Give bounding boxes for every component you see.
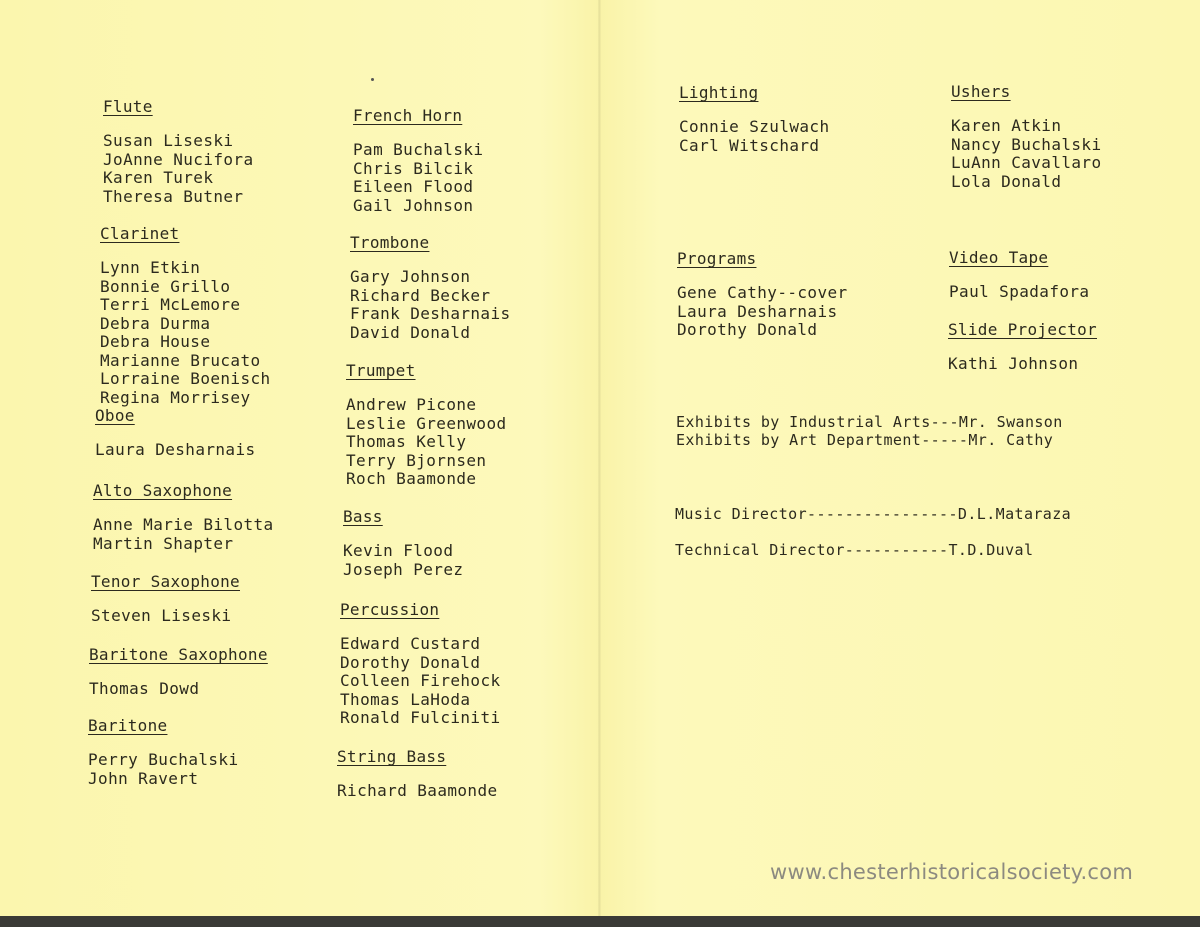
member-name: David Donald — [350, 322, 471, 342]
section-heading: Flute — [103, 97, 153, 116]
section-heading: Trombone — [350, 233, 430, 252]
name-list — [949, 283, 1089, 302]
member-name: Pam Buchalski — [353, 140, 484, 159]
member-name: Frank Desharnais — [350, 304, 511, 323]
section-heading: Percussion — [340, 600, 440, 619]
member-name: Terry Bjornsen — [346, 450, 487, 470]
crew-name: Connie Szulwach — [679, 117, 830, 136]
member-name: JoAnne Nucifora — [103, 149, 254, 169]
member-name: Thomas Kelly — [346, 432, 467, 451]
ink-dot — [371, 78, 374, 81]
section-tenor-saxophone — [91, 573, 240, 626]
section-programs — [677, 250, 848, 340]
section-trumpet — [346, 362, 507, 489]
name-list — [353, 141, 483, 215]
section-clarinet — [100, 225, 271, 407]
member-name: Lorraine Boenisch — [100, 369, 271, 388]
section-oboe — [95, 407, 256, 460]
name-list — [677, 284, 848, 340]
crew-name: Lola Donald — [951, 171, 1062, 191]
name-list — [100, 259, 271, 407]
member-name: Laura Desharnais — [95, 440, 256, 459]
member-name: Debra House — [100, 332, 211, 351]
section-alto-saxophone — [93, 482, 274, 553]
section-heading: Bass — [343, 507, 383, 526]
name-list — [89, 680, 268, 699]
section-heading: Trumpet — [346, 361, 416, 380]
member-name: Terri McLemore — [100, 295, 241, 314]
section-heading: Video Tape — [949, 248, 1049, 267]
member-name: Lynn Etkin — [100, 258, 201, 277]
name-list — [103, 132, 254, 206]
section-heading: French Horn — [353, 106, 463, 125]
crew-name: Dorothy Donald — [677, 320, 818, 339]
crew-name: Nancy Buchalski — [951, 134, 1102, 154]
crew-name: Gene Cathy--cover — [677, 283, 848, 302]
section-baritone — [88, 717, 239, 788]
member-name: Anne Marie Bilotta — [93, 515, 274, 534]
member-name: Richard Becker — [350, 285, 491, 305]
section-french-horn — [353, 107, 483, 215]
member-name: Marianne Brucato — [100, 350, 261, 370]
name-list — [91, 607, 240, 626]
name-list — [679, 118, 830, 155]
crew-name: Paul Spadafora — [949, 282, 1090, 301]
member-name: Martin Shapter — [93, 533, 234, 553]
section-bass — [343, 508, 463, 579]
section-trombone — [350, 234, 511, 342]
section-heading: Alto Saxophone — [93, 481, 233, 500]
crew-name: Carl Witschard — [679, 135, 820, 155]
scan-edge — [0, 916, 1200, 927]
page-fold — [598, 0, 601, 927]
member-name: Ronald Fulciniti — [340, 708, 501, 727]
name-list — [343, 542, 463, 579]
member-name: Gary Johnson — [350, 267, 471, 286]
name-list — [88, 751, 239, 788]
member-name: Roch Baamonde — [346, 469, 477, 488]
member-name: Gail Johnson — [353, 195, 474, 215]
name-list — [95, 441, 256, 460]
member-name: Richard Baamonde — [337, 781, 498, 800]
member-name: Theresa Butner — [103, 186, 244, 206]
section-heading: Clarinet — [100, 224, 180, 243]
exhibit-credit: Exhibits by Art Department-----Mr. Cathy — [676, 431, 1054, 449]
name-list — [340, 635, 501, 728]
member-name: Regina Morrisey — [100, 387, 251, 407]
member-name: Steven Liseski — [91, 606, 232, 625]
section-heading: Tenor Saxophone — [91, 572, 240, 591]
section-string-bass — [337, 748, 498, 801]
crew-name: Laura Desharnais — [677, 301, 838, 321]
section-lighting — [679, 84, 830, 155]
section-flute — [103, 98, 254, 206]
section-heading: Ushers — [951, 82, 1011, 101]
member-name: Dorothy Donald — [340, 652, 481, 672]
member-name: Andrew Picone — [346, 395, 477, 414]
member-name: Joseph Perez — [343, 559, 464, 579]
section-heading: Slide Projector — [948, 320, 1097, 339]
member-name: Thomas LaHoda — [340, 689, 471, 709]
member-name: Thomas Dowd — [89, 679, 200, 698]
section-heading: Baritone — [88, 716, 168, 735]
name-list — [93, 516, 274, 553]
member-name: Perry Buchalski — [88, 750, 239, 769]
section-ushers — [951, 83, 1102, 191]
member-name: Eileen Flood — [353, 177, 474, 196]
crew-name: Kathi Johnson — [948, 354, 1079, 373]
director-credit: Music Director----------------D.L.Mataraza — [675, 505, 1072, 523]
section-heading: Programs — [677, 249, 757, 268]
name-list — [948, 355, 1097, 374]
exhibit-credit: Exhibits by Industrial Arts---Mr. Swanson — [676, 413, 1063, 431]
section-video-tape — [949, 249, 1089, 302]
website-watermark: www.chesterhistoricalsociety.com — [770, 860, 1134, 884]
section-slide-projector — [948, 321, 1097, 374]
member-name: Chris Bilcik — [353, 158, 474, 178]
member-name: Debra Durma — [100, 313, 211, 333]
member-name: Bonnie Grillo — [100, 276, 231, 296]
name-list — [337, 782, 498, 801]
member-name: Colleen Firehock — [340, 671, 501, 690]
director-credit: Technical Director-----------T.D.Duval — [675, 541, 1034, 559]
member-name: Susan Liseski — [103, 131, 234, 150]
member-name: Edward Custard — [340, 634, 481, 653]
member-name: Karen Turek — [103, 168, 214, 187]
section-percussion — [340, 601, 501, 728]
member-name: John Ravert — [88, 768, 199, 788]
section-heading: String Bass — [337, 747, 447, 766]
section-heading: Baritone Saxophone — [89, 645, 268, 664]
name-list — [346, 396, 507, 489]
name-list — [951, 117, 1102, 191]
section-heading: Oboe — [95, 406, 135, 425]
member-name: Kevin Flood — [343, 541, 454, 560]
member-name: Leslie Greenwood — [346, 413, 507, 433]
section-baritone-saxophone — [89, 646, 268, 699]
crew-name: Karen Atkin — [951, 116, 1062, 135]
section-heading: Lighting — [679, 83, 759, 102]
crew-name: LuAnn Cavallaro — [951, 153, 1102, 172]
name-list — [350, 268, 511, 342]
